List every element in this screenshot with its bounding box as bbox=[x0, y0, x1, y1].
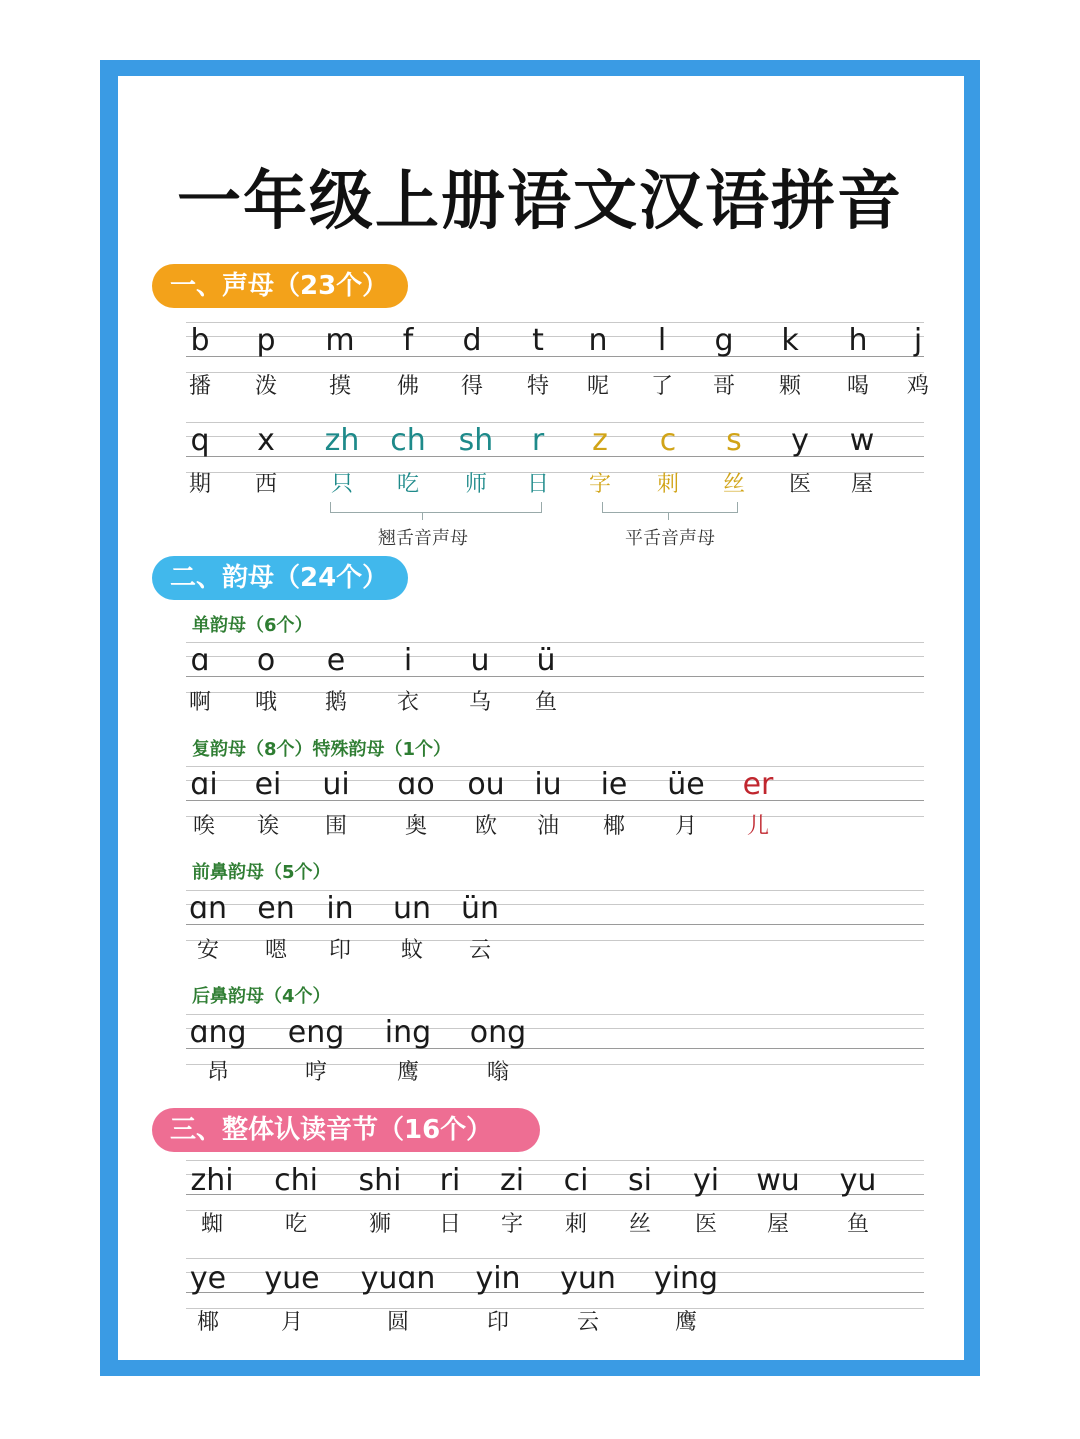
pinyin-letter: l bbox=[657, 323, 667, 358]
example-character: 蜘 bbox=[200, 1212, 224, 1237]
flat-tongue-bracket bbox=[602, 502, 738, 513]
example-character: 鹰 bbox=[396, 1060, 420, 1085]
example-character: 哼 bbox=[304, 1060, 328, 1085]
pinyin-letter: h bbox=[848, 323, 868, 358]
example-character: 摸 bbox=[328, 374, 352, 399]
pinyin-letter: ü bbox=[536, 643, 556, 678]
pinyin-letter: zi bbox=[499, 1163, 525, 1198]
example-character: 西 bbox=[254, 472, 278, 497]
example-character: 佛 bbox=[396, 374, 420, 399]
back-nasal-label: 后鼻韵母（4个） bbox=[192, 986, 331, 1007]
pinyin-letter: z bbox=[592, 423, 608, 458]
example-character: 泼 bbox=[254, 374, 278, 399]
page-title: 一年级上册语文汉语拼音 bbox=[177, 165, 903, 239]
example-character: 字 bbox=[588, 472, 612, 497]
pinyin-letter: b bbox=[190, 323, 210, 358]
example-character: 圆 bbox=[386, 1310, 410, 1335]
example-character: 师 bbox=[464, 472, 488, 497]
example-character: 月 bbox=[280, 1310, 304, 1335]
pinyin-letter: ying bbox=[653, 1261, 719, 1296]
example-character: 哥 bbox=[712, 374, 736, 399]
example-character: 鸡 bbox=[906, 374, 930, 399]
pinyin-letter: yi bbox=[692, 1163, 720, 1198]
example-character: 围 bbox=[324, 814, 348, 839]
pinyin-letter: r bbox=[531, 423, 545, 458]
example-character: 了 bbox=[650, 374, 674, 399]
pinyin-letter: ing bbox=[384, 1015, 432, 1050]
pinyin-letter: yuɑn bbox=[360, 1261, 436, 1296]
pinyin-letter: s bbox=[726, 423, 742, 458]
example-character: 啊 bbox=[188, 690, 212, 715]
pinyin-letter: ɑng bbox=[189, 1015, 247, 1050]
example-character: 椰 bbox=[602, 814, 626, 839]
pinyin-letter: ie bbox=[600, 767, 628, 802]
pinyin-letter: ui bbox=[322, 767, 350, 802]
pinyin-letter: j bbox=[913, 323, 923, 358]
pinyin-letter: o bbox=[256, 643, 276, 678]
pinyin-letter: zh bbox=[324, 423, 360, 458]
example-character: 日 bbox=[438, 1212, 462, 1237]
example-character: 云 bbox=[576, 1310, 600, 1335]
pinyin-letter: x bbox=[257, 423, 275, 458]
pinyin-letter: yin bbox=[475, 1261, 521, 1296]
retroflex-label: 翘舌音声母 bbox=[378, 528, 468, 549]
pinyin-letter: si bbox=[628, 1163, 652, 1198]
example-character: 儿 bbox=[746, 814, 770, 839]
example-character: 哦 bbox=[254, 690, 278, 715]
retroflex-bracket bbox=[330, 502, 542, 513]
grid-line bbox=[186, 322, 924, 323]
grid-line bbox=[186, 924, 924, 925]
flat-tongue-label: 平舌音声母 bbox=[625, 528, 715, 549]
example-character: 昂 bbox=[206, 1060, 230, 1085]
example-character: 蚊 bbox=[400, 938, 424, 963]
grid-line bbox=[186, 372, 924, 373]
pinyin-letter: ou bbox=[467, 767, 505, 802]
pinyin-letter: c bbox=[659, 423, 677, 458]
example-character: 刺 bbox=[564, 1212, 588, 1237]
example-character: 嗡 bbox=[486, 1060, 510, 1085]
pinyin-letter: yu bbox=[839, 1163, 877, 1198]
pinyin-letter: w bbox=[849, 423, 875, 458]
pinyin-letter: yue bbox=[264, 1261, 320, 1296]
grid-line bbox=[186, 1308, 924, 1309]
section-heading-finals: 二、韵母（24个） bbox=[152, 556, 408, 600]
pinyin-letter: g bbox=[714, 323, 734, 358]
example-character: 云 bbox=[468, 938, 492, 963]
grid-line bbox=[186, 422, 924, 423]
grid-line bbox=[186, 940, 924, 941]
example-character: 欧 bbox=[474, 814, 498, 839]
example-character: 月 bbox=[674, 814, 698, 839]
front-nasal-label: 前鼻韵母（5个） bbox=[192, 862, 331, 883]
example-character: 乌 bbox=[468, 690, 492, 715]
pinyin-letter: n bbox=[588, 323, 608, 358]
pinyin-letter: er bbox=[742, 767, 774, 802]
pinyin-letter: yun bbox=[560, 1261, 616, 1296]
example-character: 狮 bbox=[368, 1212, 392, 1237]
four-line-grid bbox=[186, 322, 924, 372]
pinyin-letter: eng bbox=[287, 1015, 345, 1050]
example-character: 鱼 bbox=[534, 690, 558, 715]
pinyin-letter: ci bbox=[563, 1163, 589, 1198]
pinyin-letter: ɑn bbox=[188, 891, 228, 926]
example-character: 鹅 bbox=[324, 690, 348, 715]
pinyin-letter: ɑi bbox=[190, 767, 218, 802]
pinyin-letter: chi bbox=[274, 1163, 318, 1198]
grid-line bbox=[186, 456, 924, 457]
example-character: 印 bbox=[486, 1310, 510, 1335]
pinyin-letter: sh bbox=[458, 423, 494, 458]
pinyin-letter: ye bbox=[189, 1261, 227, 1296]
example-character: 唉 bbox=[192, 814, 216, 839]
pinyin-letter: en bbox=[257, 891, 295, 926]
pinyin-letter: üe bbox=[667, 767, 705, 802]
example-character: 安 bbox=[196, 938, 220, 963]
grid-line bbox=[186, 890, 924, 891]
grid-line bbox=[186, 436, 924, 437]
grid-line bbox=[186, 1258, 924, 1259]
example-character: 特 bbox=[526, 374, 550, 399]
pinyin-letter: iu bbox=[534, 767, 562, 802]
pinyin-letter: zhi bbox=[190, 1163, 234, 1198]
pinyin-letter: u bbox=[470, 643, 490, 678]
example-character: 刺 bbox=[656, 472, 680, 497]
pinyin-letter: d bbox=[462, 323, 482, 358]
pinyin-letter: q bbox=[190, 423, 210, 458]
example-character: 丝 bbox=[722, 472, 746, 497]
grid-line bbox=[186, 1160, 924, 1161]
pinyin-letter: f bbox=[402, 323, 414, 358]
pinyin-letter: p bbox=[256, 323, 276, 358]
example-character: 医 bbox=[788, 472, 812, 497]
example-character: 呢 bbox=[586, 374, 610, 399]
example-character: 丝 bbox=[628, 1212, 652, 1237]
pinyin-letter: ong bbox=[469, 1015, 527, 1050]
compound-finals-label: 复韵母（8个）特殊韵母（1个） bbox=[192, 739, 452, 760]
example-character: 喝 bbox=[846, 374, 870, 399]
single-finals-label: 单韵母（6个） bbox=[192, 615, 313, 636]
example-character: 播 bbox=[188, 374, 212, 399]
example-character: 吃 bbox=[284, 1212, 308, 1237]
example-character: 日 bbox=[526, 472, 550, 497]
grid-line bbox=[186, 356, 924, 357]
example-character: 油 bbox=[536, 814, 560, 839]
flat-tongue-bracket-tick bbox=[668, 512, 669, 520]
example-character: 鹰 bbox=[674, 1310, 698, 1335]
pinyin-letter: e bbox=[326, 643, 346, 678]
pinyin-letter: ch bbox=[390, 423, 426, 458]
pinyin-letter: un bbox=[392, 891, 432, 926]
example-character: 得 bbox=[460, 374, 484, 399]
example-character: 印 bbox=[328, 938, 352, 963]
pinyin-letter: ei bbox=[254, 767, 282, 802]
example-character: 诶 bbox=[256, 814, 280, 839]
pinyin-letter: ün bbox=[460, 891, 500, 926]
example-character: 吃 bbox=[396, 472, 420, 497]
example-character: 奥 bbox=[404, 814, 428, 839]
pinyin-letter: t bbox=[532, 323, 544, 358]
pinyin-letter: ɑo bbox=[397, 767, 435, 802]
example-character: 字 bbox=[500, 1212, 524, 1237]
example-character: 衣 bbox=[396, 690, 420, 715]
four-line-grid bbox=[186, 422, 924, 472]
example-character: 期 bbox=[188, 472, 212, 497]
example-character: 医 bbox=[694, 1212, 718, 1237]
pinyin-letter: m bbox=[325, 323, 355, 358]
pinyin-letter: y bbox=[791, 423, 809, 458]
example-character: 嗯 bbox=[264, 938, 288, 963]
grid-line bbox=[186, 1064, 924, 1065]
example-character: 屋 bbox=[850, 472, 874, 497]
grid-line bbox=[186, 1210, 924, 1211]
section-heading-initials: 一、声母（23个） bbox=[152, 264, 408, 308]
pinyin-letter: in bbox=[326, 891, 354, 926]
retroflex-bracket-tick bbox=[422, 512, 423, 520]
pinyin-letter: shi bbox=[358, 1163, 402, 1198]
pinyin-letter: i bbox=[403, 643, 413, 678]
example-character: 屋 bbox=[766, 1212, 790, 1237]
grid-line bbox=[186, 472, 924, 473]
grid-line bbox=[186, 904, 924, 905]
grid-line bbox=[186, 336, 924, 337]
pinyin-letter: wu bbox=[756, 1163, 800, 1198]
pinyin-letter: ɑ bbox=[190, 643, 210, 678]
section-heading-syllables: 三、整体认读音节（16个） bbox=[152, 1108, 540, 1152]
example-character: 椰 bbox=[196, 1310, 220, 1335]
four-line-grid bbox=[186, 890, 924, 940]
pinyin-letter: k bbox=[781, 323, 799, 358]
pinyin-letter: ri bbox=[439, 1163, 461, 1198]
example-character: 颗 bbox=[778, 374, 802, 399]
example-character: 只 bbox=[330, 472, 354, 497]
example-character: 鱼 bbox=[846, 1212, 870, 1237]
